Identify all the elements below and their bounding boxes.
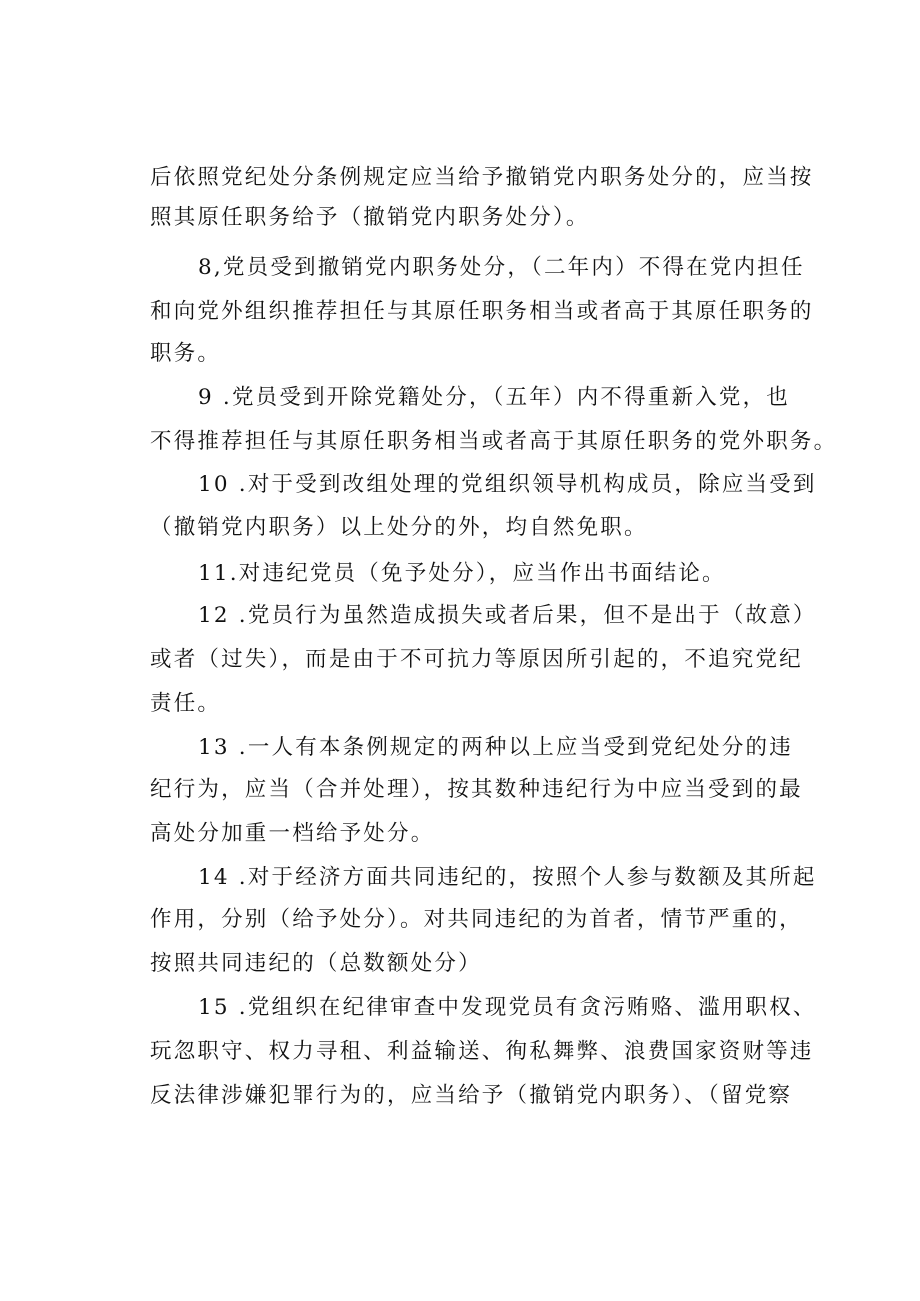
text-line: 10 .对于受到改组处理的党组织领导机构成员，除应当受到 bbox=[198, 472, 817, 497]
text-line: 不得推荐担任与其原任职务相当或者高于其原任职务的党外职务。 bbox=[150, 429, 838, 454]
text-line: 反法律涉嫌犯罪行为的，应当给予（撤销党内职务）、（留党察 bbox=[150, 1083, 793, 1108]
text-line: 14 .对于经济方面共同违纪的，按照个人参与数额及其所起 bbox=[198, 865, 817, 890]
text-line: 照其原任职务给予（撤销党内职务处分）。 bbox=[150, 205, 590, 230]
text-line: 和向党外组织推荐担任与其原任职务相当或者高于其原任职务的 bbox=[150, 299, 814, 324]
text-line: 纪行为，应当（合并处理），按其数种违纪行为中应当受到的最 bbox=[150, 777, 803, 802]
text-line: 职务。 bbox=[150, 341, 222, 366]
text-line: 按照共同违纪的（总数额处分） bbox=[150, 951, 482, 976]
text-line: （撤销党内职务）以上处分的外，均自然免职。 bbox=[150, 515, 648, 540]
text-line: 后依照党纪处分条例规定应当给予撤销党内职务处分的，应当按 bbox=[150, 165, 814, 190]
text-line: 9 .党员受到开除党籍处分，（五年）内不得重新入党，也 bbox=[198, 385, 790, 410]
text-line: 13 .一人有本条例规定的两种以上应当受到党纪处分的违 bbox=[198, 735, 793, 760]
text-line: 作用，分别（给予处分）。对共同违纪的为首者，情节严重的， bbox=[150, 907, 803, 932]
text-line: 玩忽职守、权力寻租、利益输送、徇私舞弊、浪费国家资财等违 bbox=[150, 1039, 814, 1064]
text-line: 责任。 bbox=[150, 691, 222, 716]
text-line: 15 .党组织在纪律审查中发现党员有贪污贿赂、滥用职权、 bbox=[198, 995, 817, 1020]
text-line: 8,党员受到撤销党内职务处分，（二年内）不得在党内担任 bbox=[198, 255, 805, 280]
text-line: 12 .党员行为虽然造成损失或者后果，但不是出于（故意） bbox=[198, 603, 817, 628]
text-line: 高处分加重一档给予处分。 bbox=[150, 821, 435, 846]
text-line: 或者（过失），而是由于不可抗力等原因所引起的，不追究党纪 bbox=[150, 647, 803, 672]
text-line: 11.对违纪党员（免予处分），应当作出书面结论。 bbox=[198, 561, 726, 586]
